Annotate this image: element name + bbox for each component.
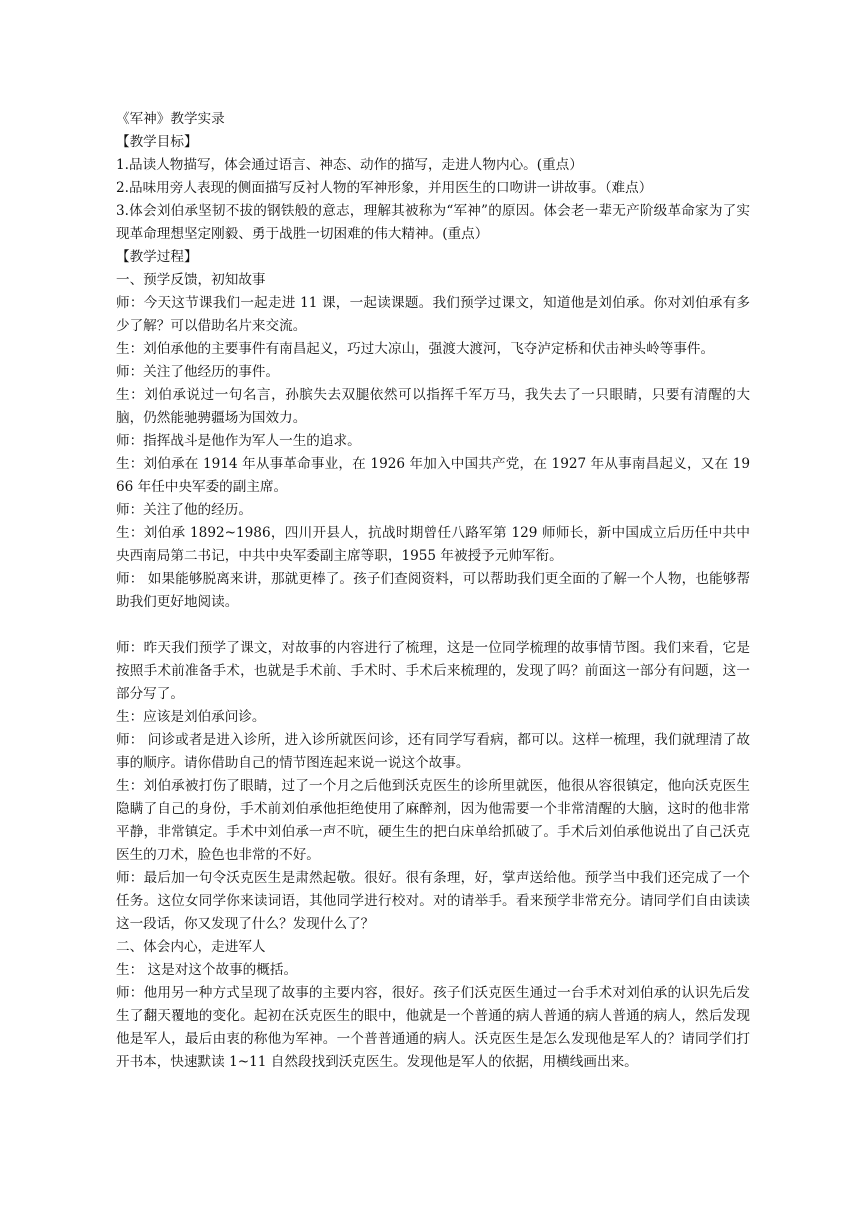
- teaching-goal-2: 2.品味用旁人表现的侧面描写反衬人物的军神形象，并用医生的口吻讲一讲故事。（难点）: [116, 180, 653, 196]
- paragraph: 师：关注了他的经历。: [116, 502, 252, 518]
- paragraph: 师：关注了他经历的事件。: [116, 364, 280, 380]
- paragraph: 生：应该是刘伯承问诊。: [116, 709, 266, 725]
- paragraph: 生：刘伯承 1892~1986，四川开县人，抗战时期曾任八路军第 129 师师长，新中国成立后历任中共中央西南局第二书记，中共中央军委副主席等职，1955 年被授予元帅军衔。: [116, 525, 750, 564]
- section-heading-1: 一、预学反馈，初知故事: [116, 272, 266, 288]
- paragraph: 师： 如果能够脱离来讲，那就更棒了。孩子们查阅资料，可以帮助我们更全面的了解一个人物，也能够帮助我们更好地阅读。: [116, 571, 750, 610]
- paragraph: 生：刘伯承被打伤了眼睛，过了一个月之后他到沃克医生的诊所里就医，他很从容很镇定，他向沃克医生隐瞒了自己的身份，手术前刘伯承他拒绝使用了麻醉剂，因为他需要一个非常清醒的大脑，这时的他非常平静，非常镇定。手术中刘伯承一声不吭，硬生生的把白床单给抓破了。手术后刘伯承他说出了自己沃克医生的刀术，脸色也非常的不好。: [116, 778, 750, 863]
- paragraph: 生：刘伯承他的主要事件有南昌起义，巧过大凉山，强渡大渡河，飞夺泸定桥和伏击神头岭等事件。: [116, 341, 715, 357]
- document-body: [116, 108, 750, 1074]
- paragraph: 生：刘伯承说过一句名言，孙膑失去双腿依然可以指挥千军万马，我失去了一只眼睛，只要有清醒的大脑，仍然能驰骋疆场为国效力。: [116, 387, 750, 426]
- teaching-goal-1: 1.品读人物描写，体会通过语言、神态、动作的描写，走进人物内心。(重点）: [116, 157, 583, 173]
- document-title: 《军神》教学实录: [116, 111, 225, 127]
- paragraph: 生：刘伯承在 1914 年从事革命事业，在 1926 年加入中国共产党，在 1927 年从事南昌起义，又在 1966 年任中央军委的副主席。: [116, 456, 750, 495]
- paragraph: 师：昨天我们预学了课文，对故事的内容进行了梳理，这是一位同学梳理的故事情节图。我们来看，它是按照手术前准备手术，也就是手术前、手术时、手术后来梳理的，发现了吗？前面这一部分有问题，这一部分写了。: [116, 640, 750, 702]
- teaching-process-heading: 【教学过程】: [116, 249, 198, 265]
- teaching-goal-3: 3.体会刘伯承坚韧不拔的钢铁般的意志，理解其被称为“军神”的原因。体会老一辈无产阶级革命家为了实现革命理想坚定刚毅、勇于战胜一切困难的伟大精神。(重点）: [116, 203, 750, 242]
- paragraph: 生： 这是对这个故事的概括。: [116, 962, 298, 978]
- paragraph: 师：他用另一种方式呈现了故事的主要内容，很好。孩子们沃克医生通过一台手术对刘伯承的认识先后发生了翻天覆地的变化。起初在沃克医生的眼中，他就是一个普通的病人普通的病人普通的病人，然后发现他是军人，最后由衷的称他为军神。一个普普通通的病人。沃克医生是怎么发现他是军人的？请同学们打开书本，快速默读 1~11 自然段找到沃克医生。发现他是军人的依据，用横线画出来。: [116, 985, 750, 1070]
- paragraph: 师：指挥战斗是他作为军人一生的追求。: [116, 433, 361, 449]
- paragraph: 师：今天这节课我们一起走进 11 课，一起读课题。我们预学过课文，知道他是刘伯承。你对刘伯承有多少了解？可以借助名片来交流。: [116, 295, 750, 334]
- paragraph: 师： 问诊或者是进入诊所，进入诊所就医问诊，还有同学写看病，都可以。这样一梳理，我们就理清了故事的顺序。请你借助自己的情节图连起来说一说这个故事。: [116, 732, 750, 771]
- blank-line: [116, 614, 750, 637]
- section-heading-2: 二、体会内心，走进军人: [116, 939, 266, 955]
- paragraph: 师：最后加一句令沃克医生是肃然起敬。很好。很有条理，好，掌声送给他。预学当中我们还完成了一个任务。这位女同学你来读词语，其他同学进行校对。对的请举手。看来预学非常充分。请同学们自由读读这一段话，你又发现了什么？发现什么了？: [116, 870, 750, 932]
- teaching-goals-heading: 【教学目标】: [116, 134, 198, 150]
